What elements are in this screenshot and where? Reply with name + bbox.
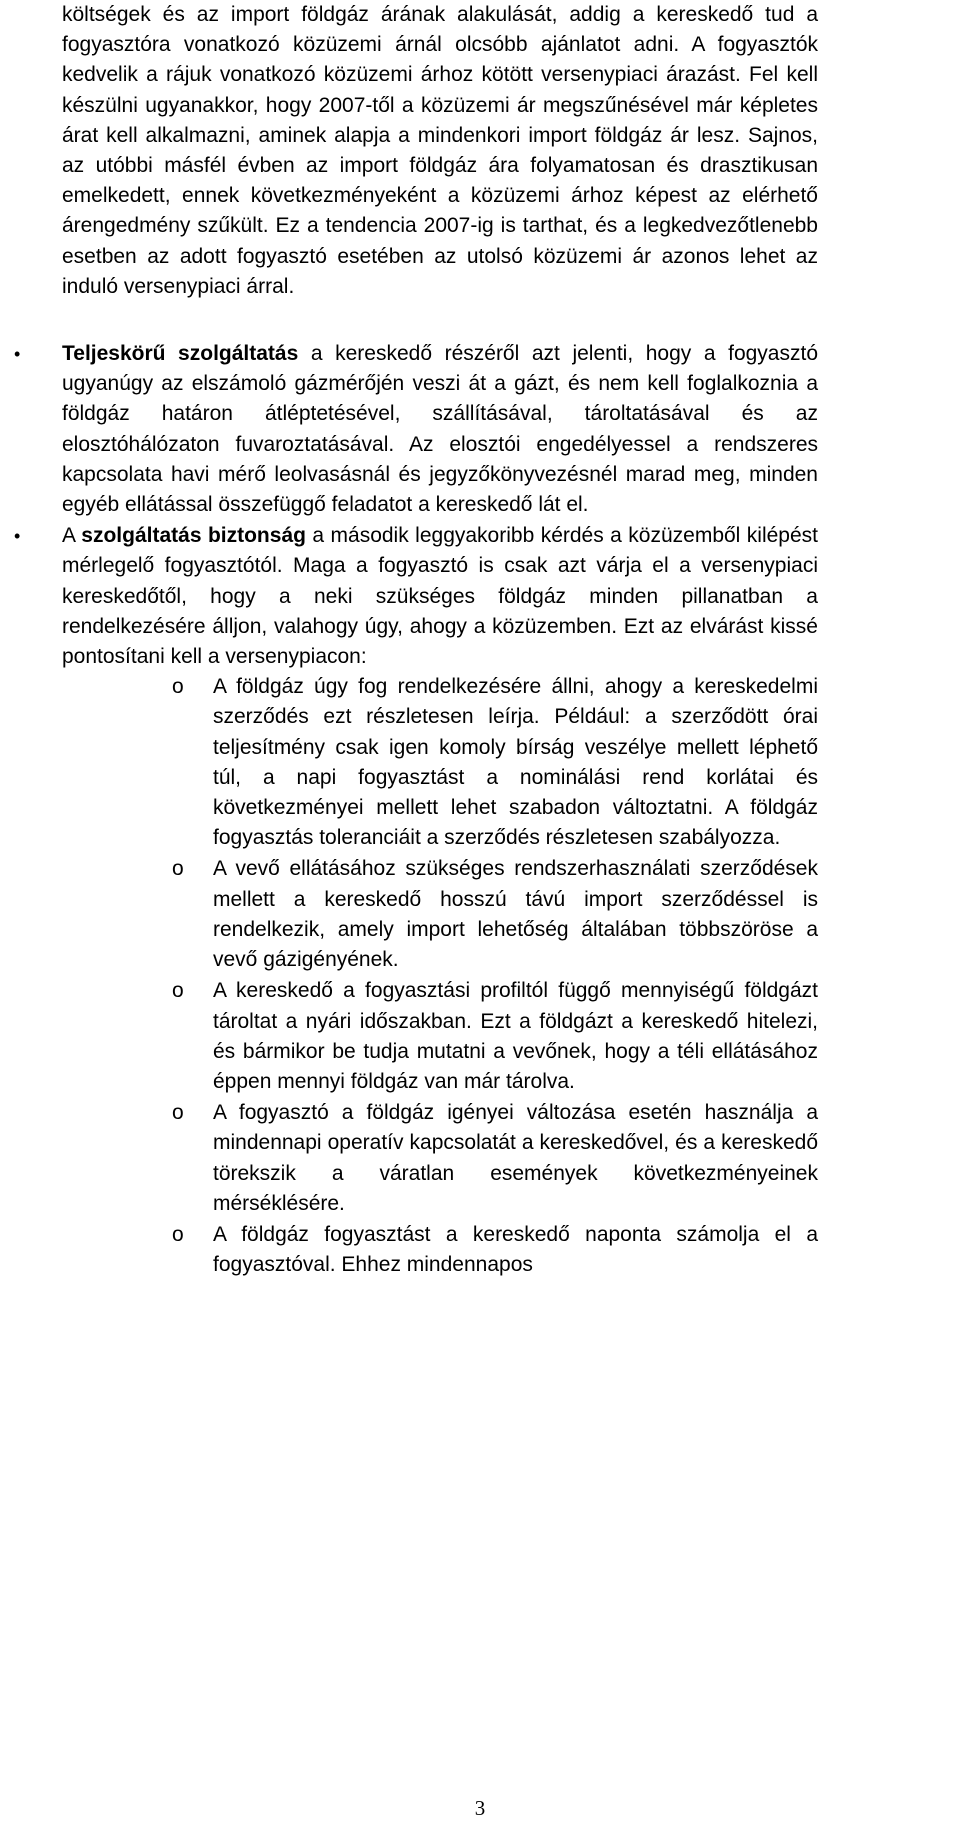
page-number: 3 bbox=[474, 1796, 486, 1820]
bullet-item-full-service bbox=[14, 339, 818, 520]
sub-bullet-icon: o bbox=[172, 857, 184, 881]
sub-item-text: A földgáz fogyasztást a kereskedő naponta számolja el a fogyasztóval. Ehhez mindennapos bbox=[213, 1222, 818, 1277]
bullet-icon: • bbox=[14, 526, 21, 547]
bullet-item-service-security bbox=[14, 521, 818, 1280]
document-page bbox=[14, 0, 818, 1280]
sub-bullet-icon: o bbox=[172, 675, 184, 699]
bullet-term-full-service: Teljeskörű szolgáltatás bbox=[62, 342, 299, 366]
sub-item-text: A fogyasztó a földgáz igényei változása esetén használja a mindennapi operatív kapcsolatát a kereskedővel, és a kereskedő törekszik a váratlan események következményeinek mérséklésére. bbox=[213, 1101, 818, 1215]
sub-item-text: A földgáz úgy fog rendelkezésére állni, ahogy a kereskedelmi szerződés ezt részletesen leírja. Például: a szerződött órai teljesítmény csak igen komoly bírság veszélye mellett léphető túl, a napi fogyasztást a nominálási rend korlátai és következményei mellett lehet szabadon változtatni. A földgáz fogyasztás toleranciáit a szerződés részletesen szabályozza. bbox=[213, 675, 818, 850]
bullet-prefix-service-security: A bbox=[62, 524, 82, 548]
sub-item bbox=[172, 1220, 818, 1280]
sub-bullet-list bbox=[62, 672, 818, 1280]
sub-item bbox=[172, 672, 818, 853]
sub-item-text: A kereskedő a fogyasztási profiltól függő mennyiségű földgázt tároltat a nyári időszakban. Ezt a földgázt a kereskedő hitelezi, és bármikor be tudja mutatni a vevőnek, hogy a téli ellátásához éppen mennyi földgáz van már tárolva. bbox=[213, 979, 818, 1093]
bullet-list bbox=[14, 339, 818, 1280]
bullet-text-service-security: a második leggyakoribb kérdés a közüzemből kilépést mérlegelő fogyasztótól. Maga a fogyasztó is csak azt várja el a versenypiaci kereskedőtől, hogy a neki szükséges földgáz minden pillanatban a rendelkezésére álljon, valahogy úgy, ahogy a közüzemben. Ezt az elvárást kissé pontosítani kell a versenypiacon: bbox=[62, 524, 818, 669]
intro-paragraph: költségek és az import földgáz árának alakulását, addig a kereskedő tud a fogyasztóra vonatkozó közüzemi árnál olcsóbb ajánlatot adni. A fogyasztók kedvelik a rájuk vonatkozó közüzemi árhoz kötött versenypiaci árazást. Fel kell készülni ugyanakkor, hogy 2007-től a közüzemi ár megszűnésével már képletes árat kell alkalmazni, aminek alapja a mindenkori import földgáz ár lesz. Sajnos, az utóbbi másfél évben az import földgáz ára folyamatosan és drasztikusan emelkedett, ennek következményeként a közüzemi árhoz képest az elérhető árengedmény szűkült. Ez a tendencia 2007-ig is tarthat, és a legkedvezőtlenebb esetben az adott fogyasztó esetében az utolsó közüzemi ár azonos lehet az induló versenypiaci árral. bbox=[62, 3, 818, 298]
sub-bullet-icon: o bbox=[172, 979, 184, 1003]
bullet-icon: • bbox=[14, 344, 21, 365]
sub-item-text: A vevő ellátásához szükséges rendszerhasználati szerződések mellett a kereskedő hosszú távú import szerződéssel is rendelkezik, amely import lehetőség általában többszöröse a vevő gázigényének. bbox=[213, 857, 818, 972]
sub-bullet-icon: o bbox=[172, 1222, 184, 1246]
bullet-term-service-security: szolgáltatás biztonság bbox=[81, 524, 306, 548]
sub-bullet-icon: o bbox=[172, 1101, 184, 1125]
sub-item bbox=[172, 854, 818, 975]
sub-item bbox=[172, 976, 818, 1097]
bullet-text-full-service: a kereskedő részéről azt jelenti, hogy a fogyasztó ugyanúgy az elszámoló gázmérőjén veszi át a gázt, és nem kell foglalkoznia a földgáz határon átléptetésével, szállításával, tároltatásával és az elosztóhálózaton fuvaroztatásával. Az elosztói engedélyessel a rendszeres kapcsolata havi mérő leolvasásnál és jegyzőkönyvezésnél marad meg, minden egyéb ellátással összefüggő feladatot a kereskedő lát el. bbox=[62, 342, 818, 517]
sub-item bbox=[172, 1098, 818, 1219]
